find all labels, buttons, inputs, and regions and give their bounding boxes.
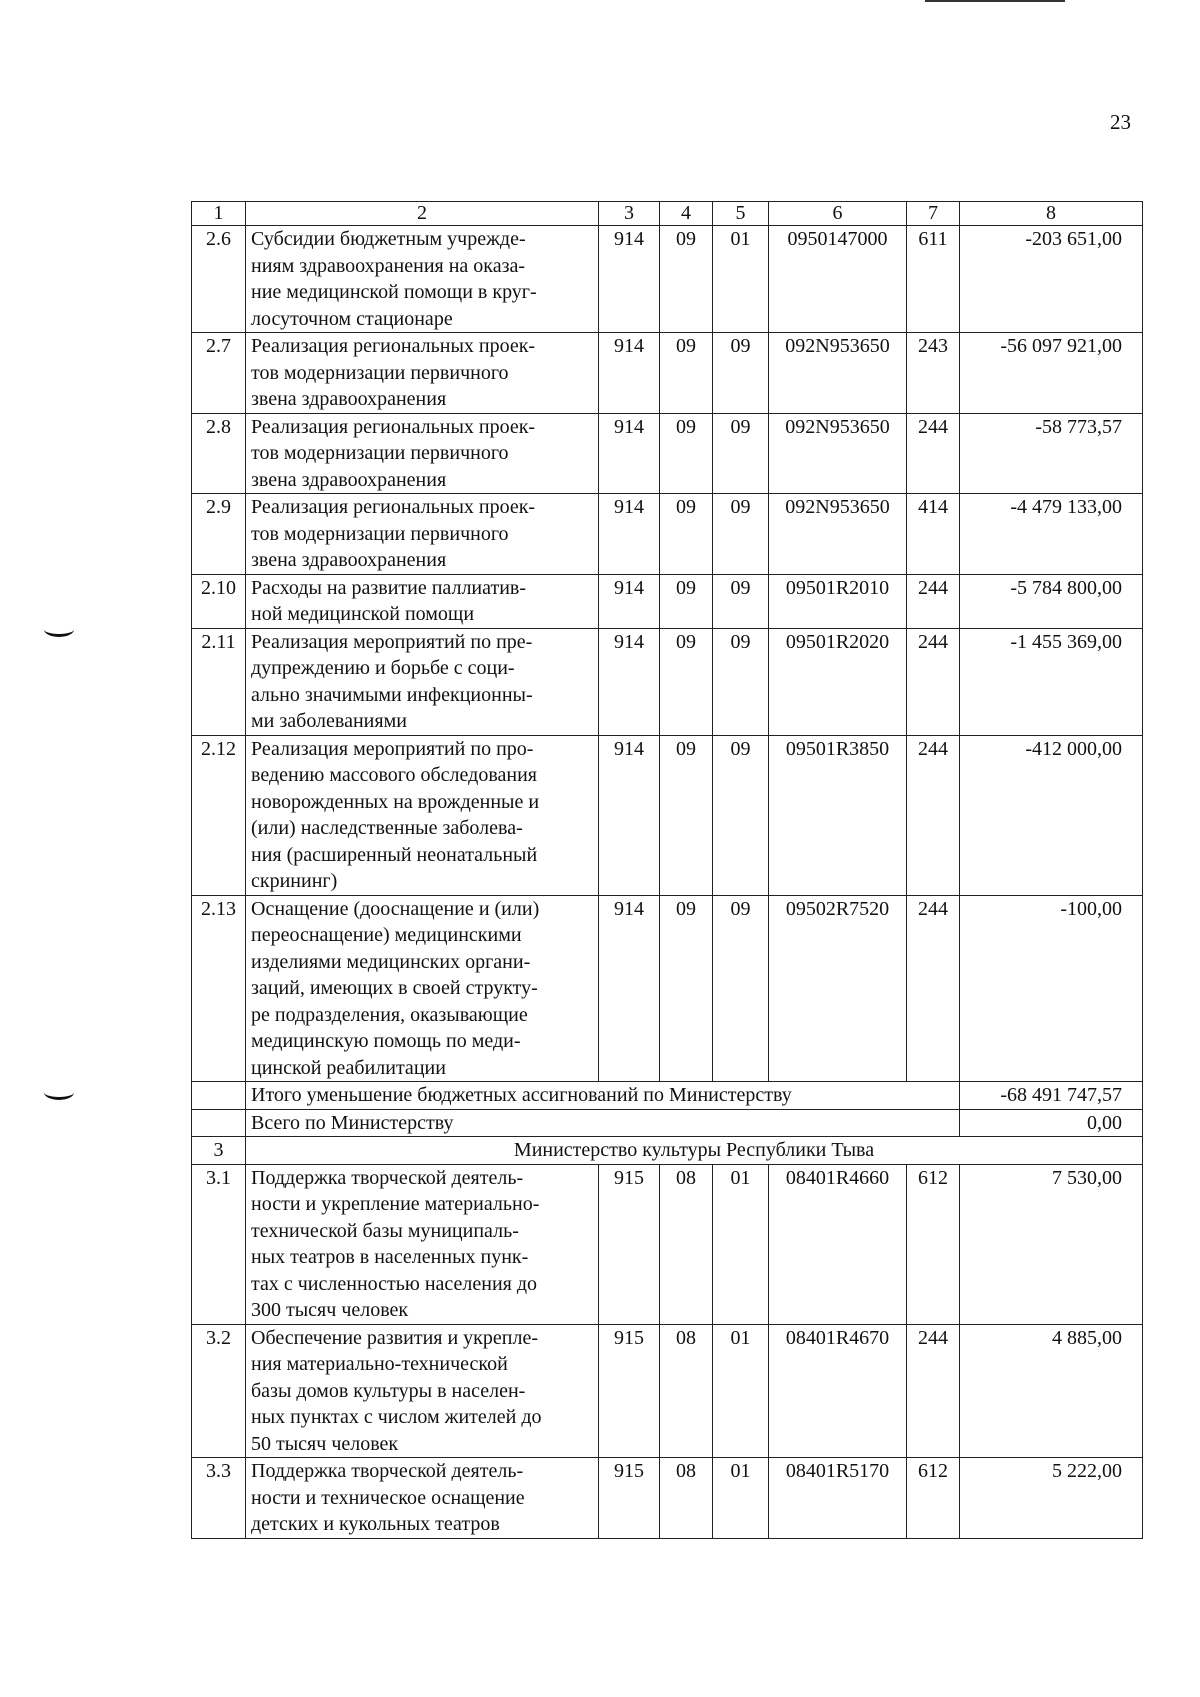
col4-code: 08 — [660, 1458, 713, 1539]
table-row — [192, 226, 1143, 333]
col4-code: 09 — [660, 574, 713, 628]
col5-code: 09 — [713, 494, 769, 575]
table-row — [192, 1458, 1143, 1539]
amount: -58 773,57 — [960, 413, 1143, 494]
col5-code: 09 — [713, 735, 769, 895]
header-cell: 1 — [192, 202, 246, 226]
col7-code: 244 — [907, 895, 960, 1082]
row-number: 2.11 — [192, 628, 246, 735]
col5-code: 01 — [713, 226, 769, 333]
amount: -100,00 — [960, 895, 1143, 1082]
row-number: 3.3 — [192, 1458, 246, 1539]
row-number: 2.9 — [192, 494, 246, 575]
total-ministry-row-amount: 0,00 — [960, 1109, 1143, 1137]
row-description: Расходы на развитие паллиатив- ной медицинской помощи — [246, 574, 599, 628]
col6-code: 092N953650 — [769, 413, 907, 494]
col6-code: 092N953650 — [769, 494, 907, 575]
table-row — [192, 574, 1143, 628]
amount: -4 479 133,00 — [960, 494, 1143, 575]
total-decrease-row — [192, 1082, 1143, 1110]
col3-code: 914 — [599, 226, 660, 333]
header-row — [192, 202, 1143, 226]
col4-code: 09 — [660, 226, 713, 333]
margin-mark — [44, 622, 74, 637]
total-ministry-row — [192, 1109, 1143, 1137]
col5-code: 09 — [713, 628, 769, 735]
header-cell: 6 — [769, 202, 907, 226]
amount: 7 530,00 — [960, 1164, 1143, 1324]
col3-code: 914 — [599, 895, 660, 1082]
row-number: 2.13 — [192, 895, 246, 1082]
header-cell: 4 — [660, 202, 713, 226]
header-cell: 7 — [907, 202, 960, 226]
top-rule — [925, 0, 1065, 2]
col7-code: 611 — [907, 226, 960, 333]
col3-code: 915 — [599, 1458, 660, 1539]
table-row — [192, 413, 1143, 494]
col5-code: 09 — [713, 333, 769, 414]
header-cell: 8 — [960, 202, 1143, 226]
col4-code: 09 — [660, 494, 713, 575]
amount: -5 784 800,00 — [960, 574, 1143, 628]
row-description: Реализация региональных проек- тов модернизации первичного звена здравоохранения — [246, 413, 599, 494]
col5-code: 01 — [713, 1324, 769, 1458]
col7-code: 414 — [907, 494, 960, 575]
empty-cell — [192, 1082, 246, 1110]
col3-code: 915 — [599, 1164, 660, 1324]
table-row — [192, 494, 1143, 575]
col4-code: 09 — [660, 895, 713, 1082]
table-row — [192, 1164, 1143, 1324]
total-ministry-row-label: Всего по Министерству — [246, 1109, 960, 1137]
row-number: 2.8 — [192, 413, 246, 494]
col6-code: 09501R3850 — [769, 735, 907, 895]
col3-code: 914 — [599, 494, 660, 575]
col4-code: 09 — [660, 413, 713, 494]
col6-code: 0950147000 — [769, 226, 907, 333]
col4-code: 09 — [660, 333, 713, 414]
col5-code: 01 — [713, 1458, 769, 1539]
table-row — [192, 895, 1143, 1082]
col7-code: 244 — [907, 628, 960, 735]
col4-code: 09 — [660, 735, 713, 895]
table-row — [192, 628, 1143, 735]
total-decrease-row-amount: -68 491 747,57 — [960, 1082, 1143, 1110]
header-cell: 5 — [713, 202, 769, 226]
col4-code: 09 — [660, 628, 713, 735]
col7-code: 244 — [907, 413, 960, 494]
col5-code: 09 — [713, 895, 769, 1082]
amount: -203 651,00 — [960, 226, 1143, 333]
amount: 5 222,00 — [960, 1458, 1143, 1539]
total-decrease-row-label: Итого уменьшение бюджетных ассигнований по Министерству — [246, 1082, 960, 1110]
row-description: Реализация мероприятий по про- ведению массового обследования новорожденных на врожденные и (или) наследственные заболева- ния (расширенный неонатальный скрининг) — [246, 735, 599, 895]
row-number: 2.6 — [192, 226, 246, 333]
col5-code: 09 — [713, 413, 769, 494]
col3-code: 914 — [599, 413, 660, 494]
col3-code: 914 — [599, 333, 660, 414]
row-number: 3.2 — [192, 1324, 246, 1458]
col7-code: 243 — [907, 333, 960, 414]
col6-code: 08401R4660 — [769, 1164, 907, 1324]
margin-mark — [44, 1085, 74, 1100]
col6-code: 08401R5170 — [769, 1458, 907, 1539]
row-number: 2.10 — [192, 574, 246, 628]
amount: -56 097 921,00 — [960, 333, 1143, 414]
col7-code: 244 — [907, 1324, 960, 1458]
col3-code: 914 — [599, 735, 660, 895]
col6-code: 09502R7520 — [769, 895, 907, 1082]
row-description: Обеспечение развития и укрепле- ния материально-технической базы домов культуры в населен- ных пунктах с числом жителей до 50 тысяч человек — [246, 1324, 599, 1458]
row-description: Субсидии бюджетным учрежде- ниям здравоохранения на оказа- ние медицинской помощи в круг- лосуточном стационаре — [246, 226, 599, 333]
table-row — [192, 735, 1143, 895]
row-number: 2.12 — [192, 735, 246, 895]
col3-code: 915 — [599, 1324, 660, 1458]
section-number: 3 — [192, 1137, 246, 1165]
section-title: Министерство культуры Республики Тыва — [246, 1137, 1143, 1165]
col7-code: 244 — [907, 735, 960, 895]
section-row — [192, 1137, 1143, 1165]
row-description: Реализация региональных проек- тов модернизации первичного звена здравоохранения — [246, 494, 599, 575]
amount: 4 885,00 — [960, 1324, 1143, 1458]
page-number: 23 — [1110, 110, 1131, 134]
row-description: Поддержка творческой деятель- ности и техническое оснащение детских и кукольных театров — [246, 1458, 599, 1539]
col3-code: 914 — [599, 574, 660, 628]
col6-code: 09501R2020 — [769, 628, 907, 735]
budget-table — [191, 201, 1143, 1539]
row-number: 3.1 — [192, 1164, 246, 1324]
row-description: Оснащение (дооснащение и (или) переоснащение) медицинскими изделиями медицинских органи- заций, имеющих в своей структу- ре подразделения, оказывающие медицинскую помощь по меди- цинской реабилитации — [246, 895, 599, 1082]
col6-code: 092N953650 — [769, 333, 907, 414]
col5-code: 09 — [713, 574, 769, 628]
col4-code: 08 — [660, 1324, 713, 1458]
col7-code: 612 — [907, 1164, 960, 1324]
row-number: 2.7 — [192, 333, 246, 414]
col3-code: 914 — [599, 628, 660, 735]
col4-code: 08 — [660, 1164, 713, 1324]
col6-code: 08401R4670 — [769, 1324, 907, 1458]
header-cell: 2 — [246, 202, 599, 226]
header-cell: 3 — [599, 202, 660, 226]
col7-code: 612 — [907, 1458, 960, 1539]
amount: -412 000,00 — [960, 735, 1143, 895]
row-description: Реализация региональных проек- тов модернизации первичного звена здравоохранения — [246, 333, 599, 414]
col7-code: 244 — [907, 574, 960, 628]
row-description: Поддержка творческой деятель- ности и укрепление материально- технической базы муниципаль- ных театров в населенных пунк- тах с численностью населения до 300 тысяч человек — [246, 1164, 599, 1324]
col6-code: 09501R2010 — [769, 574, 907, 628]
row-description: Реализация мероприятий по пре- дупреждению и борьбе с соци- ально значимыми инфекционны- ми заболеваниями — [246, 628, 599, 735]
empty-cell — [192, 1109, 246, 1137]
col5-code: 01 — [713, 1164, 769, 1324]
table-row — [192, 333, 1143, 414]
table-row — [192, 1324, 1143, 1458]
amount: -1 455 369,00 — [960, 628, 1143, 735]
